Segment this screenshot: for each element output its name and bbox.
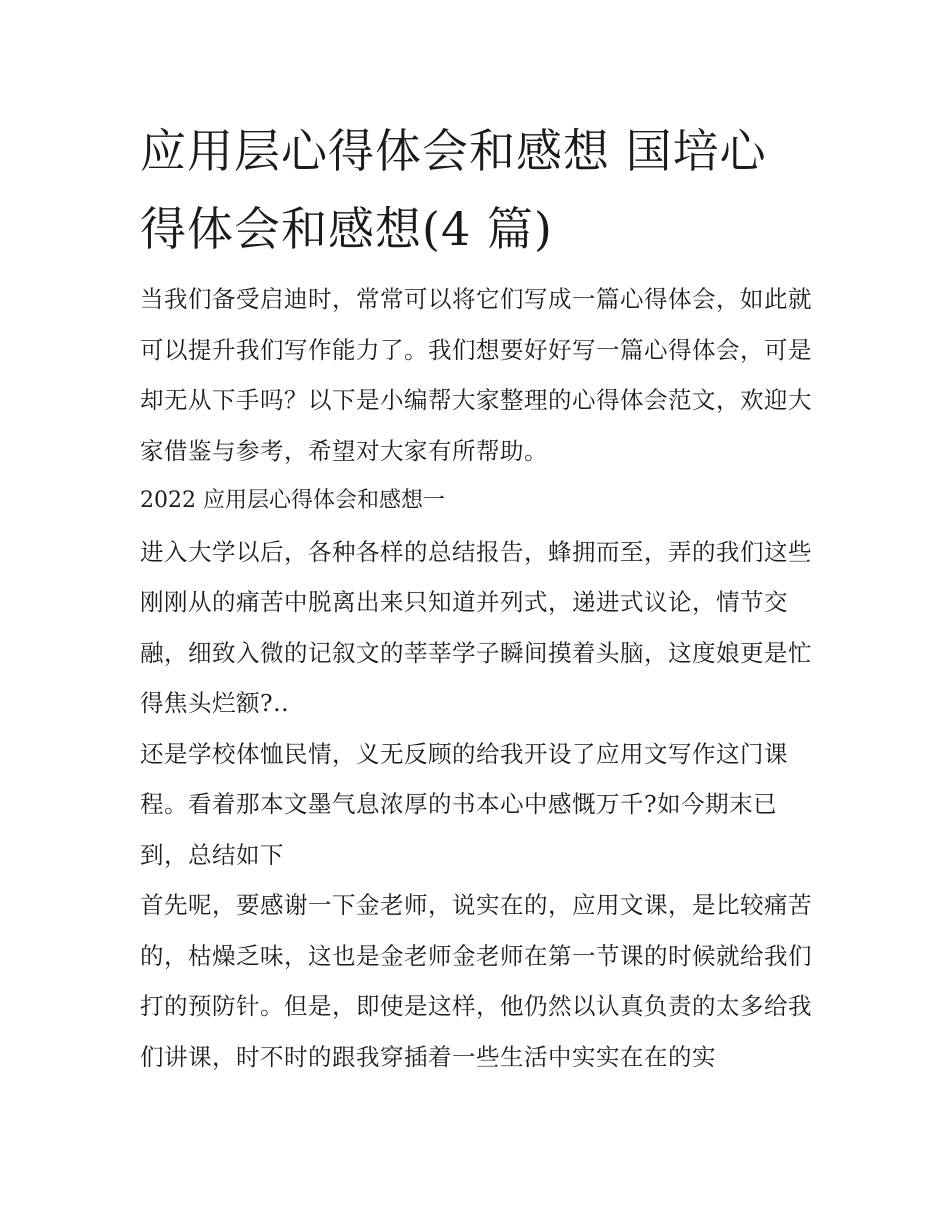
document-page	[140, 112, 812, 1082]
section-heading: 2022 应用层心得体会和感想一	[140, 488, 445, 513]
body-paragraph-1: 进入大学以后，各种各样的总结报告，蜂拥而至，弄的我们这些刚刚从的痛苦中脱离出来只知道并列式，递进式议论，情节交融，细致入微的记叙文的莘莘学子瞬间摸着头脑，这度娘更是忙得焦头烂额?..	[140, 537, 812, 717]
intro-paragraph: 当我们备受启迪时，常常可以将它们写成一篇心得体会，如此就可以提升我们写作能力了。我们想要好好写一篇心得体会，可是却无从下手吗？以下是小编帮大家整理的心得体会范文，欢迎大家借鉴与参考，希望对大家有所帮助。	[140, 285, 812, 465]
document-title: 应用层心得体会和感想 国培心得体会和感想(4 篇)	[140, 124, 767, 256]
body-paragraph-3: 首先呢，要感谢一下金老师，说实在的，应用文课，是比较痛苦的，枯燥乏味，这也是金老师金老师在第一节课的时候就给我们打的预防针。但是，即使是这样，他仍然以认真负责的太多给我们讲课，时不时的跟我穿插着一些生活中实实在在的实	[140, 891, 812, 1071]
body-paragraph-2: 还是学校体恤民情，义无反顾的给我开设了应用文写作这门课程。看着那本文墨气息浓厚的书本心中感慨万千?如今期末已到，总结如下	[140, 739, 788, 869]
